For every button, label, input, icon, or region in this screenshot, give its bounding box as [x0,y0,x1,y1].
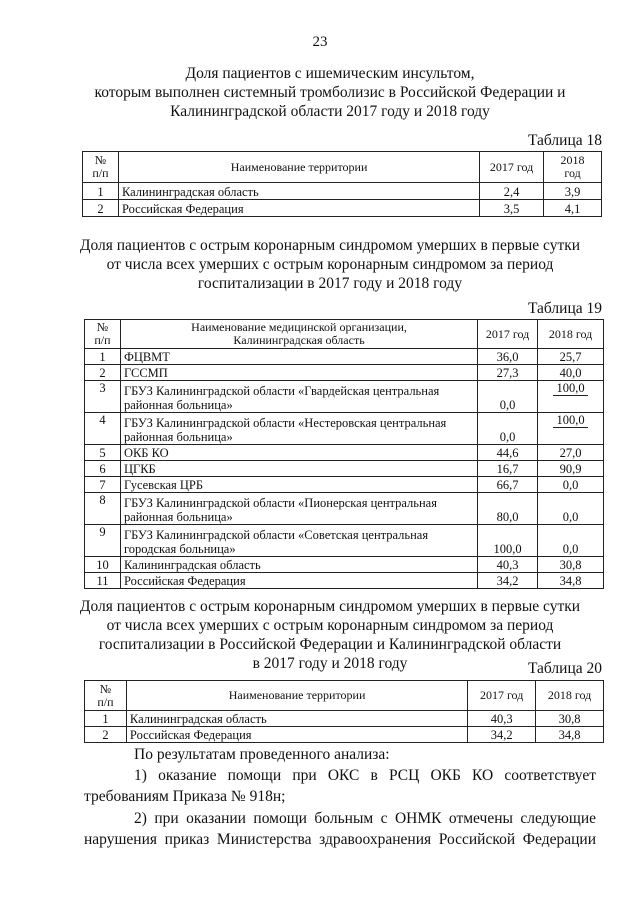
table-row: 5 ОКБ КО 44,6 27,0 [85,445,604,461]
heading-line: Доля пациентов с острым коронарным синдромом умерших в первые сутки [79,598,581,615]
table-row: 1 Калининградская область 40,3 30,8 [85,711,604,727]
heading-line: госпитализации в 2017 году и 2018 году [197,275,463,292]
table-row: 8 ГБУЗ Калининградской области «Пионерская центральная районная больница» 80,0 0,0 [85,493,604,525]
heading-line: Доля пациентов с ишемическим инсультом, [185,65,475,82]
table-19-caption: Таблица 19 [527,300,602,317]
table-row: 11 Российская Федерация 34,2 34,8 [85,573,604,589]
table-18-caption: Таблица 18 [527,132,602,149]
table-20-caption: Таблица 20 [527,660,602,677]
heading-line: которым выполнен системный тромболизис в Российской Федерации и [94,84,566,101]
table-row: 10 Калининградская область 40,3 30,8 [85,557,604,573]
table-row: 3 ГБУЗ Калининградской области «Гвардейская центральная районная больница» 0,0 100,0 [85,381,604,413]
column-header-num: № п/п [85,681,127,711]
column-header-num: № п/п [83,152,119,183]
conclusion-item-1-line-1: 1) оказание помощи при ОКС в РСЦ ОКБ КО соответствует [134,767,596,784]
table-20-heading [60,597,600,673]
column-header-name: Наименование территории [118,152,479,183]
column-header-name: Наименование медицинской организации, Калининградская область [120,320,477,349]
table-row: 1 Калининградская область 2,4 3,9 [83,183,602,200]
table-row: 6 ЦГКБ 16,7 90,9 [85,461,604,477]
heading-line: от числа всех умерших с острым коронарным синдромом за период [106,256,554,273]
table-row: 1 ФЦВМТ 36,0 25,7 [85,349,604,365]
page-number: 23 [312,34,328,50]
heading-line: Доля пациентов с острым коронарным синдромом умерших в первые сутки [79,237,581,254]
column-header-num: № п/п [85,320,121,349]
conclusion-item-1-line-2: требованиям Приказа № 918н; [84,788,286,805]
column-header-2018: 2018 год [544,152,602,183]
column-header-2017: 2017 год [468,681,536,711]
table-row: 2 ГССМП 27,3 40,0 [85,365,604,381]
heading-line: Калининградской области 2017 году и 2018 году [170,103,490,120]
table-18-heading [60,64,600,121]
table-row: 4 ГБУЗ Калининградской области «Нестеровская центральная районная больница» 0,0 100,0 [85,413,604,445]
table-19-heading [60,236,600,293]
table-20 [84,680,604,743]
conclusion-item-2-line-2: нарушения приказ Министерства здравоохранения Российской Федерации [84,831,596,848]
column-header-2017: 2017 год [480,152,544,183]
column-header-2018: 2018 год [536,681,604,711]
table-row: 7 Гусевская ЦРБ 66,7 0,0 [85,477,604,493]
column-header-2017: 2017 год [478,320,538,349]
conclusion-item-2-line-1: 2) при оказании помощи больным с ОНМК отмечены следующие [134,810,596,827]
heading-line: в 2017 году и 2018 году [252,655,408,672]
column-header-name: Наименование территории [126,681,467,711]
heading-line: госпитализации в Российской Федерации и Калининградской области [98,636,562,653]
table-19 [84,319,604,589]
conclusion-intro: По результатам проведенного анализа: [134,746,390,763]
table-row: 9 ГБУЗ Калининградской области «Советская центральная городская больница» 100,0 0,0 [85,525,604,557]
table-row: 2 Российская Федерация 3,5 4,1 [83,200,602,217]
column-header-2018: 2018 год [538,320,604,349]
table-18 [82,151,602,217]
heading-line: от числа всех умерших с острым коронарным синдромом за период [106,617,554,634]
table-row: 2 Российская Федерация 34,2 34,8 [85,727,604,743]
